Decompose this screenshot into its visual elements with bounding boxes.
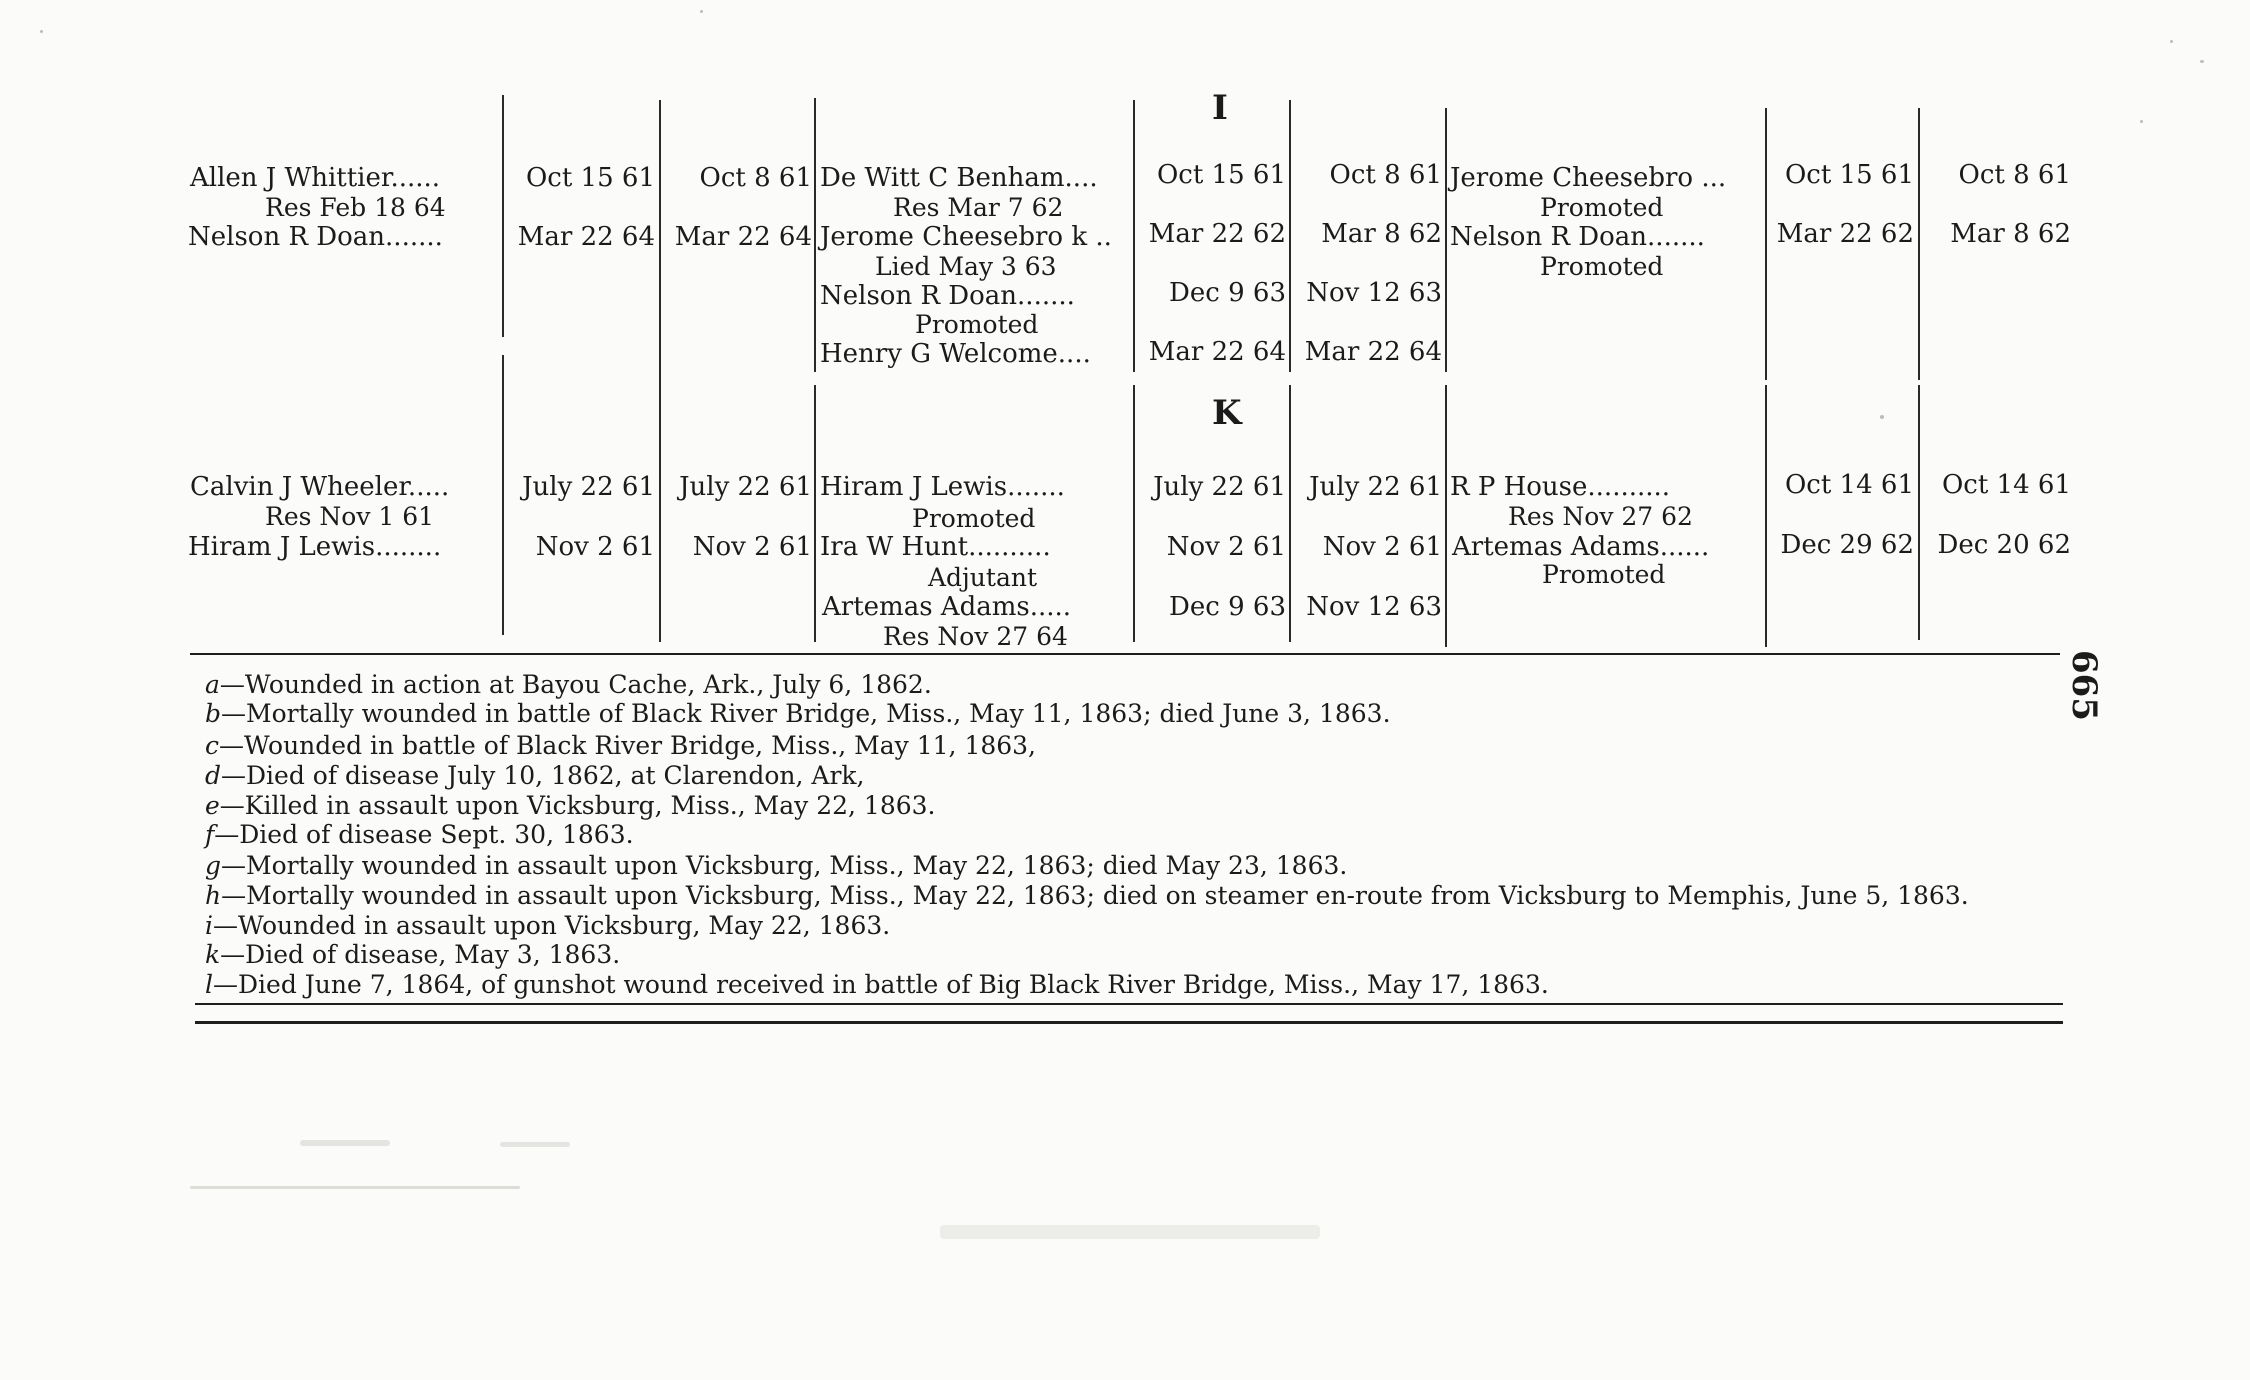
- muster-date: Mar 8 62: [1321, 219, 1442, 249]
- footnote-bottom-rule: [195, 1021, 2063, 1024]
- muster-date: Nov 2 61: [692, 532, 812, 562]
- bleed-through-mark: [500, 1142, 570, 1147]
- footnote-text: —Died of disease, May 3, 1863.: [220, 940, 621, 969]
- footnote-key: a: [205, 670, 220, 699]
- footnote-key: k: [205, 940, 221, 969]
- roster-name: Nelson R Doan.......: [820, 281, 1075, 311]
- paper-speck: [2140, 120, 2143, 123]
- footnote-key: c: [205, 731, 220, 760]
- roster-name: Jerome Cheesebro k ..: [820, 222, 1112, 252]
- footnote-key: h: [205, 881, 222, 910]
- bleed-through-mark: [300, 1140, 390, 1146]
- paper-speck: [2170, 40, 2173, 43]
- footnote-key: f: [205, 820, 215, 849]
- rank-date: Dec 9 63: [1169, 592, 1286, 622]
- paper-speck: [2200, 60, 2204, 63]
- rank-date: Mar 22 62: [1148, 219, 1286, 249]
- section-letter-i: I: [1212, 88, 1228, 128]
- roster-name: Ira W Hunt..........: [820, 532, 1051, 562]
- roster-note: Promoted: [1542, 560, 1666, 589]
- muster-date: Nov 12 63: [1306, 278, 1442, 308]
- column-rule: [502, 95, 504, 337]
- footnote-text: —Wounded in action at Bayou Cache, Ark., July 6, 1862.: [219, 670, 932, 699]
- footnote-key: b: [205, 699, 222, 728]
- column-rule: [1765, 108, 1767, 380]
- roster-note: Promoted: [912, 504, 1036, 533]
- paper-speck: [700, 10, 703, 13]
- roster-note: Res Nov 1 61: [265, 502, 435, 531]
- table-bottom-rule: [190, 653, 2060, 655]
- roster-note: Promoted: [1540, 193, 1664, 222]
- roster-note: Res Nov 27 62: [1508, 502, 1693, 531]
- column-rule: [1445, 108, 1447, 372]
- roster-name: Henry G Welcome....: [820, 339, 1091, 369]
- footnote-bottom-rule: [195, 1003, 2063, 1005]
- rank-date: July 22 61: [1153, 472, 1286, 502]
- column-rule: [1918, 108, 1920, 380]
- rank-date: Nov 2 61: [535, 532, 655, 562]
- roster-name: Hiram J Lewis........: [188, 532, 442, 562]
- footnote-key: d: [205, 761, 222, 790]
- rank-date: Nov 2 61: [1166, 532, 1286, 562]
- footnote: [205, 761, 865, 791]
- roster-note: Res Feb 18 64: [265, 193, 446, 222]
- page-number: 665: [2064, 650, 2104, 721]
- muster-date: Mar 8 62: [1950, 219, 2071, 249]
- rank-date: Oct 15 61: [525, 163, 655, 193]
- roster-note: Promoted: [915, 310, 1039, 339]
- roster-name: De Witt C Benham....: [820, 163, 1098, 193]
- rank-date: Dec 9 63: [1169, 278, 1286, 308]
- footnote-text: —Died of disease July 10, 1862, at Clarendon, Ark,: [221, 761, 865, 790]
- column-rule: [502, 355, 504, 635]
- muster-date: Oct 14 61: [1941, 470, 2071, 500]
- footnote: [205, 670, 932, 700]
- footnote: [205, 940, 620, 970]
- rank-date: Mar 22 64: [517, 222, 655, 252]
- footnote-key: e: [205, 791, 220, 820]
- muster-date: July 22 61: [679, 472, 812, 502]
- footnote-text: —Died of disease Sept. 30, 1863.: [214, 820, 634, 849]
- footnote-key: i: [205, 911, 213, 940]
- roster-note: Adjutant: [928, 563, 1038, 592]
- muster-date: Mar 22 64: [674, 222, 812, 252]
- muster-date: Oct 8 61: [1958, 160, 2071, 190]
- roster-name: Artemas Adams.....: [822, 592, 1072, 622]
- rank-date: Oct 15 61: [1156, 160, 1286, 190]
- footnote: [205, 881, 1969, 911]
- rank-date: Oct 14 61: [1784, 470, 1914, 500]
- column-rule: [814, 98, 816, 372]
- roster-name: Nelson R Doan.......: [188, 222, 443, 252]
- bleed-through-mark: [940, 1225, 1320, 1239]
- rank-date: Dec 29 62: [1780, 530, 1914, 560]
- footnote-text: —Mortally wounded in assault upon Vicksburg, Miss., May 22, 1863; died on steamer en-route from Vicksburg to Memphis, June 5, 1863.: [221, 881, 1969, 910]
- muster-date: July 22 61: [1309, 472, 1442, 502]
- muster-date: Mar 22 64: [1304, 337, 1442, 367]
- footnote-text: —Mortally wounded in battle of Black River Bridge, Miss., May 11, 1863; died June 3, 1863.: [221, 699, 1391, 728]
- roster-note: Promoted: [1540, 252, 1664, 281]
- roster-name: Allen J Whittier......: [190, 163, 441, 193]
- footnote: [205, 699, 1391, 729]
- roster-name: Calvin J Wheeler.....: [190, 472, 450, 502]
- roster-name: Jerome Cheesebro ...: [1450, 163, 1727, 193]
- roster-name: Hiram J Lewis.......: [820, 472, 1065, 502]
- column-rule: [814, 385, 816, 642]
- rank-date: Mar 22 62: [1776, 219, 1914, 249]
- column-rule: [1445, 385, 1447, 647]
- rank-date: Mar 22 64: [1148, 337, 1286, 367]
- muster-date: Nov 2 61: [1322, 532, 1442, 562]
- muster-date: Oct 8 61: [1329, 160, 1442, 190]
- footnote: [205, 851, 1347, 881]
- column-rule: [659, 360, 661, 642]
- footnote: [205, 911, 890, 941]
- muster-date: Oct 8 61: [699, 163, 812, 193]
- paper-speck: [1880, 415, 1884, 419]
- footnote-key: l: [205, 970, 213, 999]
- footnote-text: —Died June 7, 1864, of gunshot wound received in battle of Big Black River Bridge, Miss., May 17, 1863.: [213, 970, 1549, 999]
- column-rule: [1133, 385, 1135, 642]
- muster-date: Dec 20 62: [1937, 530, 2071, 560]
- column-rule: [1289, 100, 1291, 372]
- footnote-text: —Mortally wounded in assault upon Vicksburg, Miss., May 22, 1863; died May 23, 1863.: [221, 851, 1348, 880]
- column-rule: [1289, 385, 1291, 642]
- rank-date: Oct 15 61: [1784, 160, 1914, 190]
- footnote-text: —Wounded in assault upon Vicksburg, May 22, 1863.: [213, 911, 891, 940]
- column-rule: [1918, 385, 1920, 640]
- roster-name: Artemas Adams......: [1452, 532, 1710, 562]
- footnote: [205, 820, 634, 850]
- roster-note: Lied May 3 63: [875, 252, 1057, 281]
- footnote: [205, 731, 1036, 761]
- column-rule: [659, 100, 661, 372]
- column-rule: [1765, 385, 1767, 647]
- footnote-text: —Wounded in battle of Black River Bridge, Miss., May 11, 1863,: [219, 731, 1037, 760]
- roster-name: Nelson R Doan.......: [1450, 222, 1705, 252]
- rank-date: July 22 61: [522, 472, 655, 502]
- column-rule: [1133, 100, 1135, 372]
- footnote-text: —Killed in assault upon Vicksburg, Miss., May 22, 1863.: [219, 791, 936, 820]
- bleed-through-mark: [190, 1186, 520, 1189]
- footnote: [205, 970, 1549, 1000]
- footnote-key: g: [205, 851, 222, 880]
- section-letter-k: K: [1212, 393, 1242, 433]
- roster-note: Res Mar 7 62: [893, 193, 1064, 222]
- roster-note: Res Nov 27 64: [883, 622, 1068, 651]
- roster-name: R P House..........: [1450, 472, 1671, 502]
- paper-speck: [40, 30, 43, 33]
- footnote: [205, 791, 936, 821]
- muster-date: Nov 12 63: [1306, 592, 1442, 622]
